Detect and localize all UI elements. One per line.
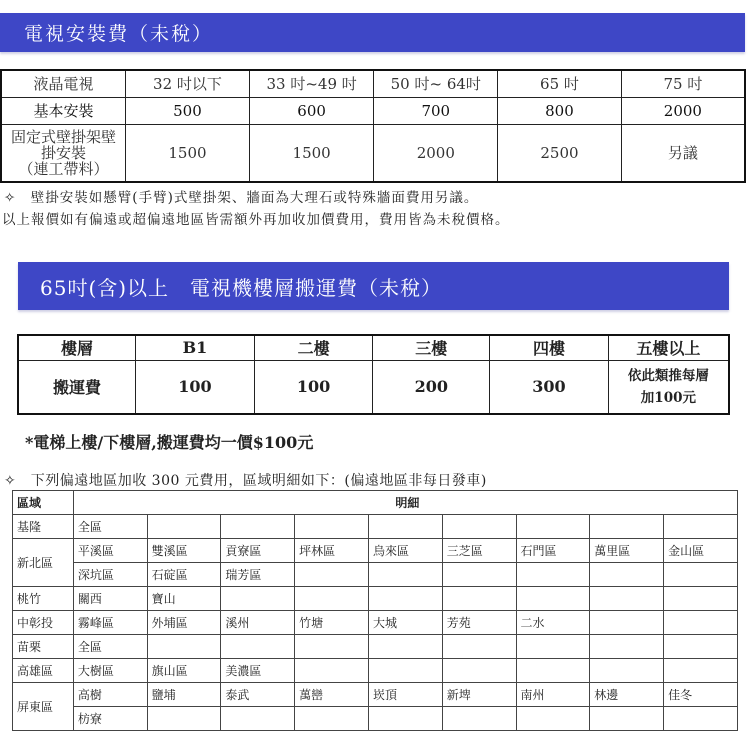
area-cell (295, 515, 369, 539)
area-cell (295, 707, 369, 731)
area-cell (295, 659, 369, 683)
header-cell: 33 吋~49 吋 (249, 70, 374, 97)
area-cell (664, 515, 738, 539)
install-fee-title: 電視安裝費（未稅） (24, 23, 214, 45)
area-cell: 新埤 (442, 683, 516, 707)
area-cell: 平溪區 (73, 539, 147, 563)
area-cell (221, 635, 295, 659)
floor-fee-title: 65吋(含)以上 電視機樓層搬運費（未稅） (40, 275, 443, 300)
table-row (13, 563, 738, 587)
fee-cell (608, 360, 729, 414)
basic-install-row (1, 97, 745, 124)
price-cell: 800 (498, 97, 622, 124)
label-line: 固定式壁掛架壁 (11, 127, 117, 146)
table-row (13, 515, 738, 539)
area-cell: 烏來區 (368, 539, 442, 563)
area-cell (664, 659, 738, 683)
area-cell: 雙溪區 (147, 539, 221, 563)
header-cell: 五樓以上 (608, 335, 729, 360)
fee-cell: 300 (490, 360, 609, 414)
area-cell (664, 707, 738, 731)
area-cell: 高樹 (73, 683, 147, 707)
price-cell: 1500 (249, 124, 374, 182)
fee-cell: 200 (373, 360, 490, 414)
area-cell: 萬巒 (295, 683, 369, 707)
area-cell: 崁頂 (368, 683, 442, 707)
header-region: 區域 (13, 491, 74, 515)
area-cell: 枋寮 (73, 707, 147, 731)
header-cell: 二樓 (254, 335, 373, 360)
area-cell (295, 635, 369, 659)
price-cell: 2000 (621, 97, 745, 124)
area-cell (368, 635, 442, 659)
area-cell (590, 611, 664, 635)
area-cell: 金山區 (664, 539, 738, 563)
area-cell: 瑞芳區 (221, 563, 295, 587)
table-row (13, 683, 738, 707)
area-cell: 泰武 (221, 683, 295, 707)
area-cell (368, 587, 442, 611)
area-cell: 石碇區 (147, 563, 221, 587)
remote-surcharge-note: 以上報價如有偏遠或超偏遠地區皆需額外再加收加價費用，費用皆為未稅價格。 (2, 212, 510, 228)
wall-mount-note: ✧ 壁掛安裝如懸臂(手臂)式壁掛架、牆面為大理石或特殊牆面費用另議。 (4, 190, 479, 206)
area-cell: 深坑區 (73, 563, 147, 587)
area-cell (590, 587, 664, 611)
floor-fee-row (18, 360, 729, 414)
price-cell: 700 (374, 97, 498, 124)
price-cell: 另議 (621, 124, 745, 182)
area-cell: 外埔區 (147, 611, 221, 635)
area-cell: 大樹區 (73, 659, 147, 683)
label-line: （連工帶料） (18, 159, 109, 178)
region-cell: 屏東區 (13, 683, 74, 731)
area-cell: 全區 (73, 635, 147, 659)
label-line: 掛安裝 (41, 143, 87, 162)
price-cell: 2000 (374, 124, 498, 182)
region-cell: 苗栗 (13, 635, 74, 659)
area-cell: 貢寮區 (221, 539, 295, 563)
header-cell: B1 (136, 335, 255, 360)
fee-line: 依此類推每層 (627, 367, 709, 384)
row-label: 搬運費 (18, 360, 136, 414)
row-label: 基本安裝 (1, 97, 126, 124)
area-cell (368, 707, 442, 731)
area-cell (147, 515, 221, 539)
table-row (13, 587, 738, 611)
fee-line: 加100元 (640, 389, 696, 406)
area-cell (590, 563, 664, 587)
area-cell (516, 635, 590, 659)
area-cell: 旗山區 (147, 659, 221, 683)
area-cell: 林邊 (590, 683, 664, 707)
area-cell: 石門區 (516, 539, 590, 563)
area-cell: 寶山 (147, 587, 221, 611)
area-cell (516, 587, 590, 611)
install-fee-banner (0, 13, 745, 52)
table-row (13, 635, 738, 659)
area-cell (516, 515, 590, 539)
area-cell (368, 659, 442, 683)
remote-area-note: ✧ 下列偏遠地區加收 300 元費用，區域明細如下：(偏遠地區非每日發車) (4, 473, 487, 489)
area-cell (664, 635, 738, 659)
price-cell: 500 (126, 97, 250, 124)
area-cell (368, 515, 442, 539)
region-cell: 新北區 (13, 539, 74, 587)
area-cell (590, 707, 664, 731)
table-row (13, 539, 738, 563)
price-cell: 600 (249, 97, 374, 124)
floor-fee-banner (18, 262, 729, 310)
header-cell: 樓層 (18, 335, 136, 360)
area-cell (295, 563, 369, 587)
price-cell: 2500 (498, 124, 622, 182)
floor-fee-table (17, 334, 730, 415)
area-cell (442, 659, 516, 683)
remote-header-row (13, 491, 738, 515)
area-cell (147, 635, 221, 659)
area-cell: 南州 (516, 683, 590, 707)
header-cell: 液晶電視 (1, 70, 126, 97)
header-cell: 65 吋 (498, 70, 622, 97)
fee-cell: 100 (254, 360, 373, 414)
area-cell: 萬里區 (590, 539, 664, 563)
area-cell (442, 587, 516, 611)
header-cell: 50 吋~ 64吋 (374, 70, 498, 97)
area-cell: 美濃區 (221, 659, 295, 683)
area-cell (590, 515, 664, 539)
install-header-row (1, 70, 745, 97)
area-cell (442, 707, 516, 731)
area-cell: 霧峰區 (73, 611, 147, 635)
area-cell (147, 707, 221, 731)
area-cell: 芳苑 (442, 611, 516, 635)
region-cell: 中彰投 (13, 611, 74, 635)
area-cell (442, 515, 516, 539)
area-cell (590, 659, 664, 683)
area-cell: 二水 (516, 611, 590, 635)
fee-cell: 100 (136, 360, 255, 414)
table-row (13, 707, 738, 731)
elevator-note: *電梯上樓/下樓層,搬運費均一價$100元 (25, 433, 314, 452)
remote-area-table (12, 490, 738, 731)
area-cell (664, 611, 738, 635)
area-cell (368, 563, 442, 587)
region-cell: 桃竹 (13, 587, 74, 611)
region-cell: 基隆 (13, 515, 74, 539)
floor-header-row (18, 335, 729, 360)
area-cell: 三芝區 (442, 539, 516, 563)
area-cell (221, 587, 295, 611)
header-cell: 三樓 (373, 335, 490, 360)
header-cell: 32 吋以下 (126, 70, 250, 97)
area-cell (516, 563, 590, 587)
area-cell: 全區 (73, 515, 147, 539)
header-cell: 四樓 (490, 335, 609, 360)
area-cell (590, 635, 664, 659)
area-cell: 鹽埔 (147, 683, 221, 707)
wall-mount-row (1, 124, 745, 182)
area-cell: 大城 (368, 611, 442, 635)
area-cell (516, 707, 590, 731)
header-cell: 75 吋 (621, 70, 745, 97)
price-cell: 1500 (126, 124, 250, 182)
area-cell: 溪州 (221, 611, 295, 635)
area-cell (664, 587, 738, 611)
row-label (1, 124, 126, 182)
area-cell: 關西 (73, 587, 147, 611)
area-cell: 竹塘 (295, 611, 369, 635)
area-cell (221, 707, 295, 731)
table-row (13, 659, 738, 683)
area-cell (442, 635, 516, 659)
area-cell: 佳冬 (664, 683, 738, 707)
area-cell (442, 563, 516, 587)
table-row (13, 611, 738, 635)
install-fee-table (0, 69, 746, 183)
area-cell: 坪林區 (295, 539, 369, 563)
area-cell (664, 563, 738, 587)
area-cell (221, 515, 295, 539)
area-cell (516, 659, 590, 683)
region-cell: 高雄區 (13, 659, 74, 683)
area-cell (295, 587, 369, 611)
header-detail: 明細 (73, 491, 737, 515)
